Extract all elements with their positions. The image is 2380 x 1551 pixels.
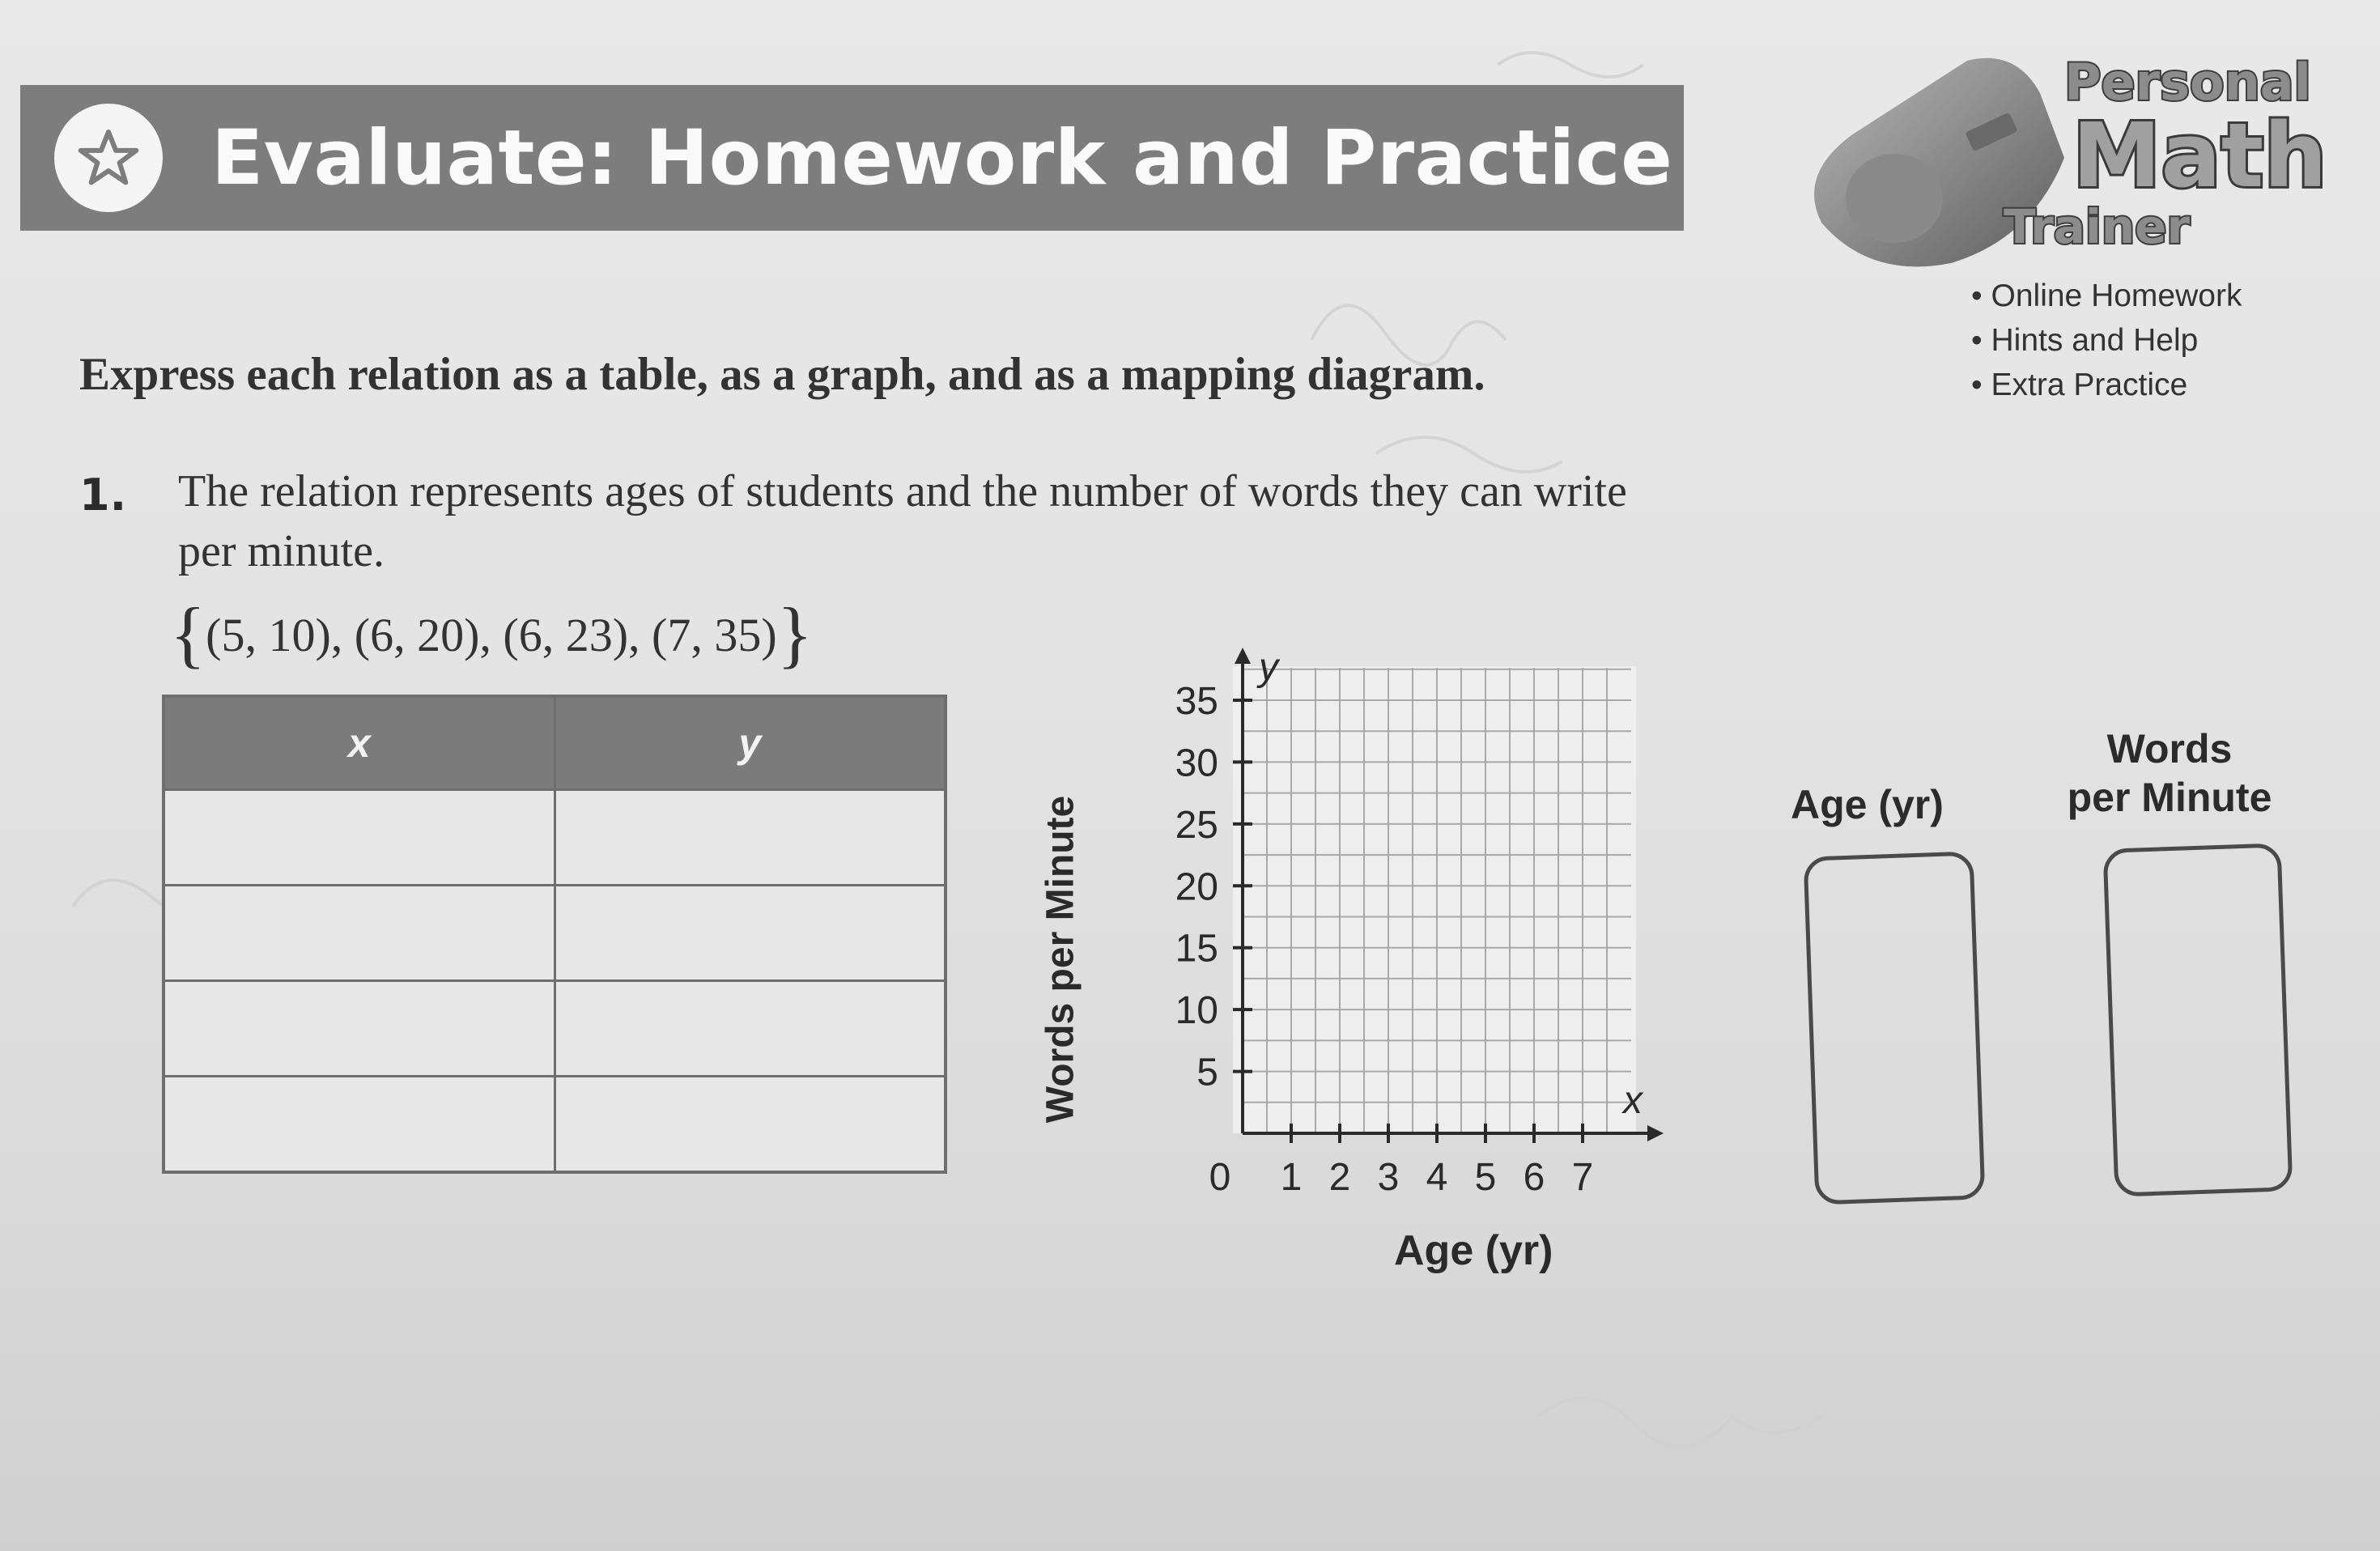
x-tick-label: 6	[1523, 1156, 1545, 1199]
table-header-y: y	[555, 696, 946, 790]
mapping-words-label-line2: per Minute	[2067, 775, 2272, 820]
brace-close: }	[776, 593, 813, 675]
table-row	[164, 790, 946, 886]
brace-open: {	[170, 593, 206, 675]
table-cell-x[interactable]	[164, 886, 555, 981]
y-axis-arrow	[1235, 648, 1251, 664]
mapping-box-age[interactable]	[1804, 851, 1986, 1205]
table-row	[164, 1077, 946, 1173]
problem-number: 1.	[79, 470, 127, 521]
y-tick-label: 10	[1175, 989, 1218, 1033]
table-header-x: x	[164, 696, 555, 790]
table-cell-x[interactable]	[164, 790, 555, 886]
y-tick-label: 25	[1175, 803, 1218, 847]
instructions: Express each relation as a table, as a graph, and as a mapping diagram.	[79, 349, 1485, 400]
graph-paper	[1233, 666, 1636, 1133]
logo-word-trainer: Trainer	[2004, 199, 2191, 254]
section-banner	[20, 85, 1684, 231]
table-cell-y[interactable]	[555, 790, 946, 886]
x-tick-label: 2	[1328, 1156, 1351, 1199]
x-tick-label: 3	[1377, 1156, 1400, 1199]
origin-label: 0	[1209, 1156, 1231, 1199]
y-axis-label: Words per Minute	[1039, 795, 1082, 1124]
x-axis-arrow	[1647, 1125, 1664, 1141]
mapping-words-label-line1: Words	[2106, 726, 2233, 771]
y-tick-label: 35	[1175, 680, 1218, 723]
x-tick-label: 1	[1280, 1156, 1303, 1199]
section-title: Evaluate: Homework and Practice	[211, 113, 1673, 202]
mapping-box-words[interactable]	[2103, 843, 2293, 1196]
table-cell-y[interactable]	[555, 886, 946, 981]
y-tick-label: 20	[1175, 865, 1218, 909]
table-row	[164, 886, 946, 981]
x-tick-label: 7	[1571, 1156, 1594, 1199]
table-cell-y[interactable]	[555, 981, 946, 1077]
relation-set	[170, 591, 813, 677]
y-tick-label: 15	[1175, 927, 1218, 971]
y-axis-variable: y	[1259, 646, 1278, 689]
feature-extra-practice: • Extra Practice	[1971, 363, 2242, 407]
table-cell-x[interactable]	[164, 1077, 555, 1173]
x-tick-label: 4	[1426, 1156, 1448, 1199]
feature-online-homework: • Online Homework	[1971, 274, 2242, 318]
logo-word-math: Math	[2072, 104, 2327, 207]
feature-hints-and-help: • Hints and Help	[1971, 318, 2242, 363]
x-axis-variable: x	[1623, 1079, 1643, 1122]
y-tick-label: 30	[1175, 742, 1218, 785]
problem-text: The relation represents ages of students and the number of words they can write per minute.	[178, 466, 1627, 576]
mapping-age-label: Age (yr)	[1791, 782, 1944, 827]
trainer-feature-list	[1971, 274, 2242, 407]
personal-math-trainer-logo	[1805, 45, 2327, 279]
relation-pairs: (5, 10), (6, 20), (6, 23), (7, 35)	[206, 609, 777, 661]
table-row	[164, 981, 946, 1077]
y-tick-label: 5	[1196, 1051, 1218, 1094]
mapping-words-label	[2048, 725, 2291, 822]
x-tick-label: 5	[1474, 1156, 1497, 1199]
table-cell-x[interactable]	[164, 981, 555, 1077]
table-cell-y[interactable]	[555, 1077, 946, 1173]
xy-table	[162, 695, 947, 1174]
table-header-row	[164, 696, 946, 790]
logo-word-personal: Personal	[2064, 53, 2311, 112]
x-axis-label: Age (yr)	[1394, 1227, 1553, 1274]
star-icon	[54, 104, 163, 212]
